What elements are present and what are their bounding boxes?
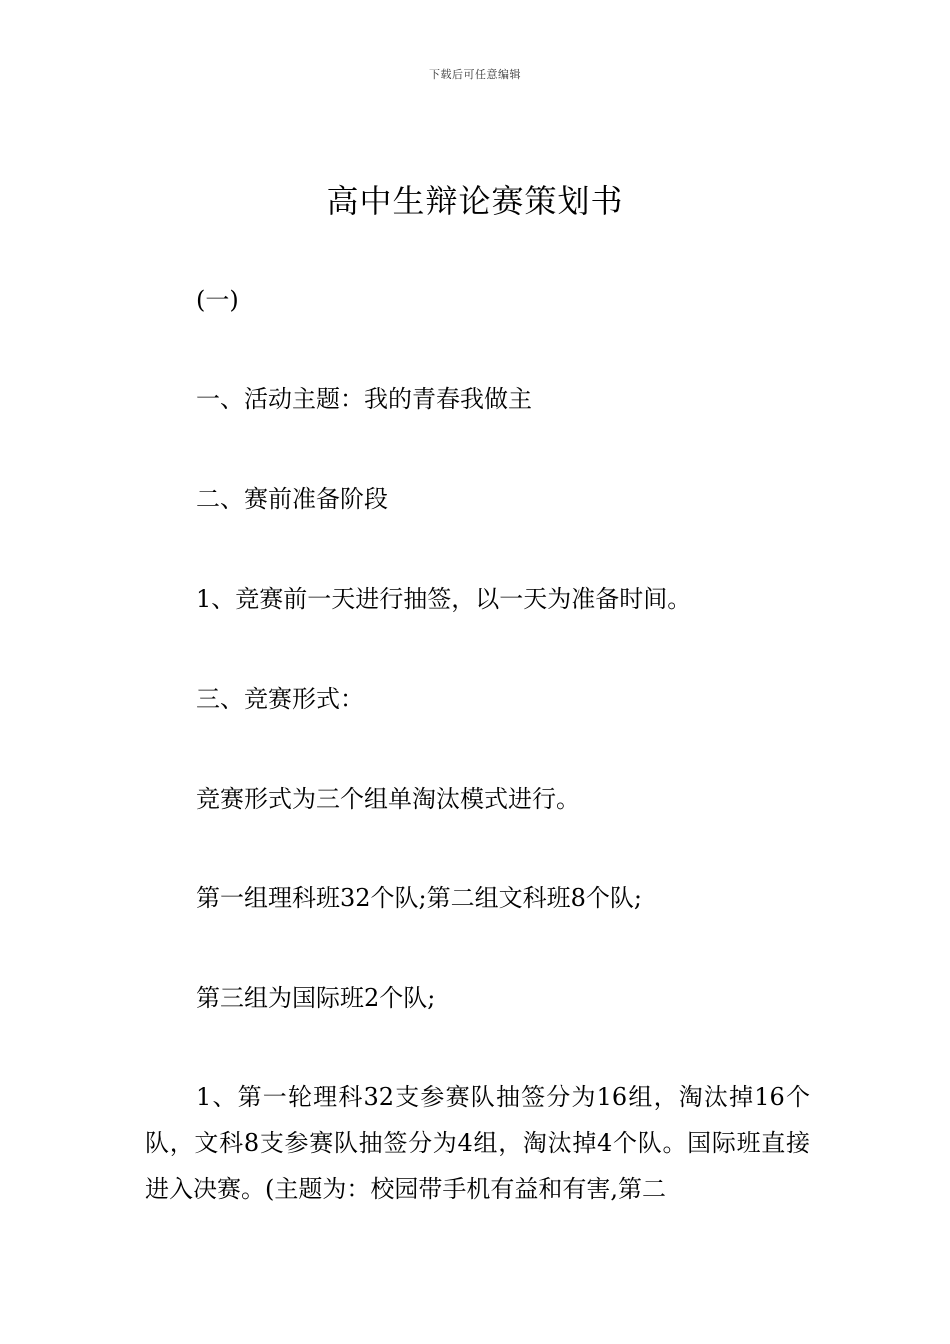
header-note: 下载后可任意编辑 — [429, 68, 521, 81]
preparation-item-1: 1、竞赛前一天进行抽签，以一天为准备时间。 — [196, 585, 692, 613]
round-one-paragraph: 1、第一轮理科32支参赛队抽签分为16组，淘汰掉16个队，文科8支参赛队抽签分为4组，淘汰掉4个队。国际班直接进入决赛。(主题为：校园带手机有益和有害,第二 — [145, 1083, 810, 1203]
competition-format-heading: 三、竞赛形式： — [196, 685, 364, 713]
group-one-two-text: 第一组理科班32个队;第二组文科班8个队; — [196, 884, 642, 912]
preparation-heading: 二、赛前准备阶段 — [196, 485, 388, 513]
group-three-text: 第三组为国际班2个队; — [196, 984, 436, 1012]
competition-format-text: 竞赛形式为三个组单淘汰模式进行。 — [196, 785, 580, 813]
document-title: 高中生辩论赛策划书 — [326, 182, 624, 220]
section-marker: (一) — [196, 286, 239, 314]
activity-theme-heading: 一、活动主题：我的青春我做主 — [196, 385, 532, 413]
